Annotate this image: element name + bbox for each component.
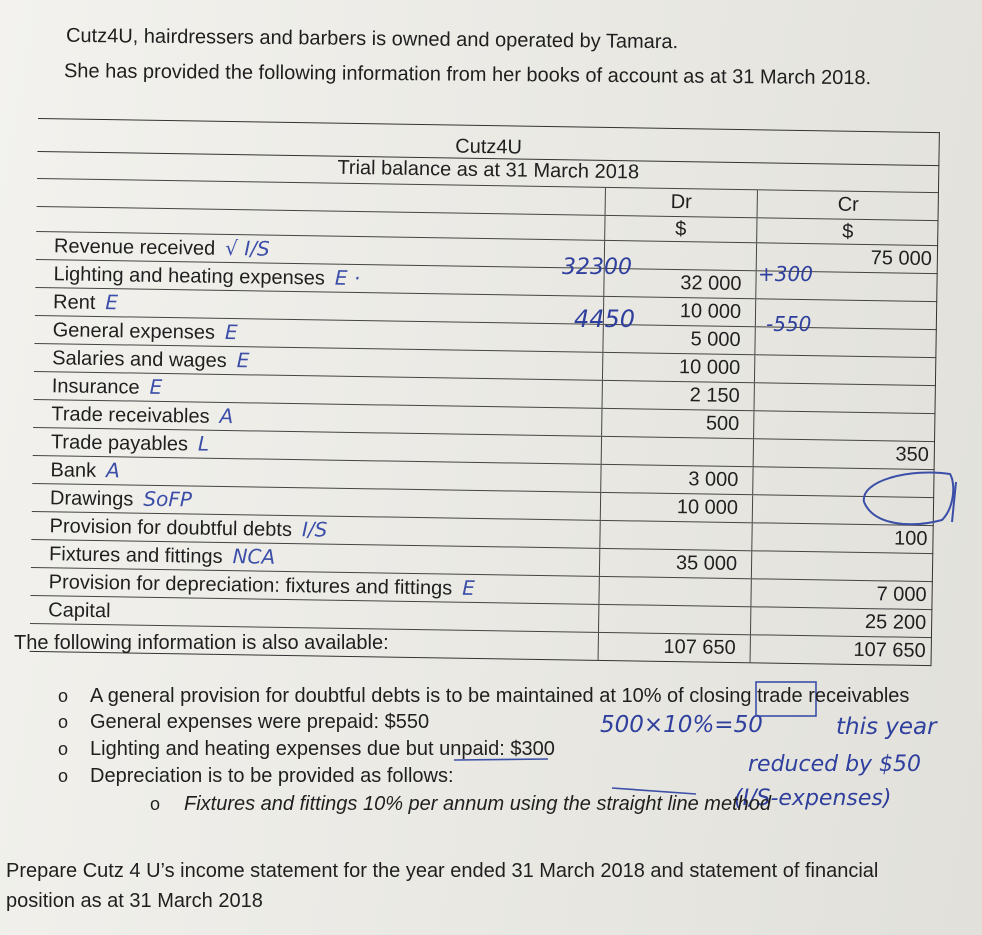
account-name: Capital <box>48 599 111 623</box>
handwritten-category: SoFP <box>143 486 193 512</box>
trial-balance-rows <box>30 231 939 666</box>
credit-amount: 350 <box>753 439 935 469</box>
note-item <box>58 684 920 708</box>
note-item <box>58 737 938 761</box>
handwritten-category: E <box>236 348 250 373</box>
account-name: Insurance <box>51 375 140 399</box>
credit-amount <box>754 355 936 385</box>
debit-amount: 10 000 <box>602 353 754 382</box>
note-text: Depreciation is to be provided as follows: <box>90 765 454 787</box>
note-item <box>58 764 938 788</box>
hand-expenses: (I/S-expenses) <box>734 786 892 811</box>
credit-amount <box>753 411 935 441</box>
handwritten-category: E · <box>334 265 361 291</box>
handwritten-category: NCA <box>232 544 276 569</box>
account-name: General expenses <box>52 319 216 344</box>
bullet-icon: o <box>58 766 69 786</box>
debit-amount: 10 000 <box>600 493 752 522</box>
bullet-icon: o <box>58 686 69 706</box>
intro-line-1: Cutz4U, hairdressers and barbers is owned and operated by Tamara. <box>65 24 679 54</box>
trial-balance-table <box>30 118 940 666</box>
also-available-heading: The following information is also available: <box>14 632 389 654</box>
handwritten-category: I/S <box>301 517 328 542</box>
debit-amount: 500 <box>601 409 753 438</box>
account-name: Fixtures and fittings <box>48 543 223 568</box>
debit-amount <box>598 577 750 606</box>
debit-amount <box>599 521 751 550</box>
trial-balance-subtitle: Trial balance as at 31 March 2018 <box>37 151 939 192</box>
credit-amount <box>753 383 935 413</box>
account-name: Trade payables <box>50 431 189 456</box>
debit-amount: 5 000 <box>602 325 754 354</box>
hand-calc: 500×10%=50 <box>600 712 763 738</box>
note-text: General expenses were prepaid: $550 <box>90 711 430 733</box>
handwritten-category: E <box>105 290 119 315</box>
hand-lighting-add: +300 <box>758 262 813 286</box>
debit-amount: 2 150 <box>602 381 754 410</box>
credit-amount: 75 000 <box>756 243 938 273</box>
handwritten-category: E <box>224 319 238 345</box>
debit-amount: 32 000 <box>603 269 755 298</box>
account-name: Trade receivables <box>51 403 210 428</box>
cr-header: Cr <box>757 190 939 220</box>
cr-unit: $ <box>756 218 938 245</box>
task-instruction: Prepare Cutz 4 U’s income statement for the year ended 31 March 2018 and statement of financial position as at 31 March 2018 <box>6 860 879 912</box>
intro-line-2: She has provided the following information from her books of account as at 31 March 2018. <box>63 60 872 90</box>
credit-amount <box>751 551 933 581</box>
hand-this-year: this year <box>836 714 937 740</box>
note-text: A general provision for doubtful debts is to be maintained at 10% of closing trade receivables <box>90 685 910 707</box>
trial-balance-title: Cutz4U <box>37 118 939 165</box>
hand-general-total: 4450 <box>574 305 636 333</box>
credit-amount: 107 650 <box>750 635 932 665</box>
dr-header: Dr <box>605 188 757 217</box>
account-name: Drawings <box>49 487 134 511</box>
hand-circle-provision <box>852 462 962 532</box>
debit-amount: 35 000 <box>599 549 751 578</box>
handwritten-category: A <box>105 458 120 483</box>
debit-amount: 107 650 <box>598 633 750 662</box>
bullet-icon: o <box>58 739 69 759</box>
note-text: Lighting and heating expenses due but unpaid: $300 <box>90 738 555 760</box>
notes-list <box>58 684 938 818</box>
hand-reduced: reduced by $50 <box>748 752 922 777</box>
handwritten-category: L <box>197 431 210 456</box>
sub-note-text: Fixtures and fittings 10% per annum using the straight line method <box>184 793 771 815</box>
account-name: Salaries and wages <box>52 347 227 372</box>
debit-amount <box>601 437 753 466</box>
sub-note-item <box>58 790 938 818</box>
credit-amount: 100 <box>751 523 933 553</box>
account-name: Revenue received <box>53 235 216 260</box>
bullet-icon: o <box>58 712 69 732</box>
handwritten-category: √ I/S <box>225 235 270 261</box>
dr-unit: $ <box>604 216 756 242</box>
debit-amount <box>598 605 750 634</box>
bullet-icon: o <box>150 794 161 814</box>
account-name: Rent <box>52 291 96 314</box>
hand-lighting-total: 32300 <box>562 255 632 280</box>
note-item <box>58 710 938 734</box>
account-name: Provision for depreciation: fixtures and fittings <box>48 571 453 600</box>
account-name: Bank <box>50 459 97 482</box>
credit-amount: 25 200 <box>750 607 932 637</box>
debit-amount: 10 000 <box>603 297 755 326</box>
hand-general-less: -550 <box>766 312 812 336</box>
account-name: Lighting and heating expenses <box>53 263 326 290</box>
handwritten-category: A <box>219 403 234 429</box>
handwritten-category: E <box>149 374 163 399</box>
credit-amount: 7 000 <box>750 579 932 609</box>
handwritten-category: E <box>462 575 476 600</box>
debit-amount: 3 000 <box>600 465 752 494</box>
account-name: Provision for doubtful debts <box>49 515 293 542</box>
